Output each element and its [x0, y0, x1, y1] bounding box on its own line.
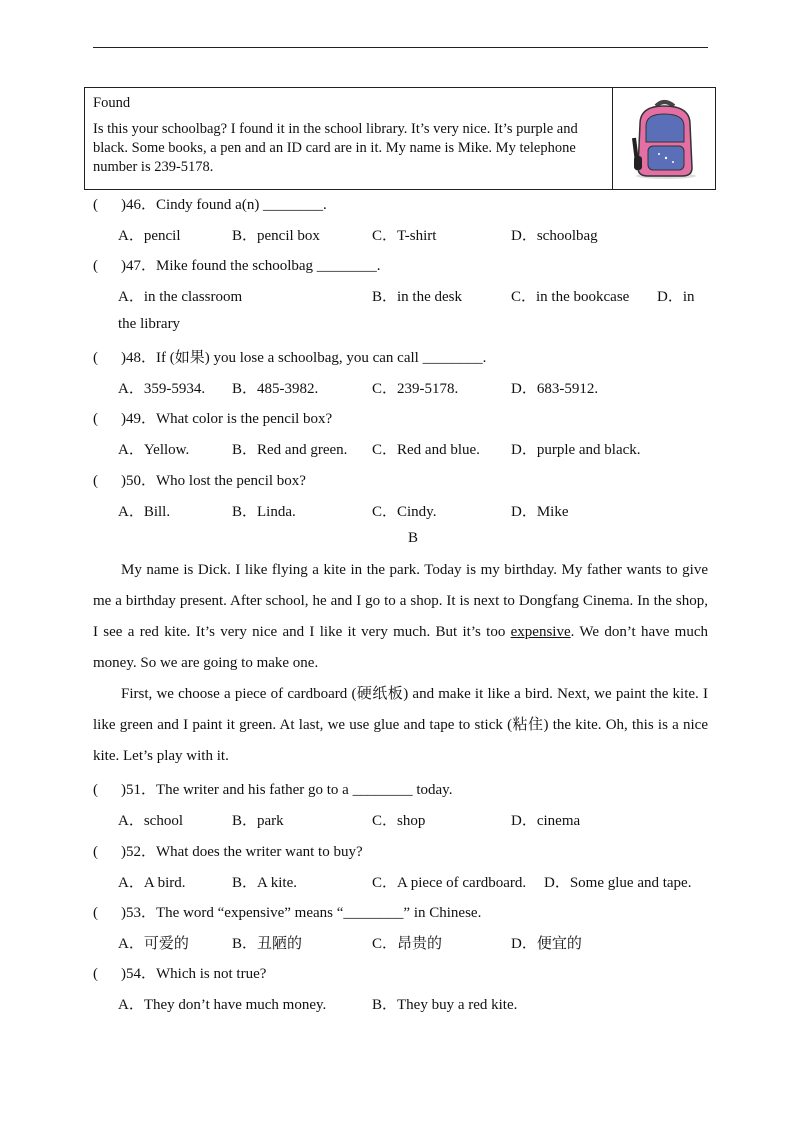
- schoolbag-icon: [626, 98, 704, 180]
- question-53: [93, 901, 481, 922]
- found-notice-box: [84, 87, 716, 190]
- question-text: )46．Cindy found a(n) ________.: [121, 197, 327, 213]
- option-b: B．A kite.: [232, 875, 298, 891]
- underlined-word: expensive: [510, 624, 571, 640]
- option-d-continued: the library: [118, 316, 181, 332]
- question-46: [93, 193, 327, 214]
- option-d: D．便宜的: [511, 936, 582, 952]
- notice-text-cell: [85, 88, 613, 189]
- option-a: A．A bird.: [118, 875, 186, 891]
- option-d: D．683-5912.: [511, 381, 599, 397]
- option-d: D．purple and black.: [511, 442, 641, 458]
- notice-image-cell: [614, 88, 715, 189]
- notice-body: Is this your schoolbag? I found it in the school library. It’s very nice. It’s purple and black. Some books, a pen and an ID card are in it. My name is Mike. My telephone number is 239-5178.: [93, 121, 578, 175]
- option-c: C．Cindy.: [372, 504, 437, 520]
- option-a: A．in the classroom: [118, 289, 243, 305]
- question-text: )47．Mike found the schoolbag ________.: [121, 258, 381, 274]
- option-b: B．pencil box: [232, 228, 320, 244]
- option-c: C．in the bookcase: [511, 289, 630, 305]
- option-d: D．cinema: [511, 813, 581, 829]
- passage-text: My name is Dick. I like flying a kite in the park. Today is my birthday. My father wants to give me a birthday present. After school, he and I go to a shop. It is next to Dongfang Cinema. In the shop, I see a red kite. It’s very nice and I like it very much. But it’s too: [93, 562, 708, 640]
- option-a: A．Bill.: [118, 504, 171, 520]
- answer-bracket[interactable]: (: [93, 905, 98, 921]
- question-text: )50．Who lost the pencil box?: [121, 473, 306, 489]
- question-text: )51．The writer and his father go to a ________ today.: [121, 782, 453, 798]
- answer-bracket[interactable]: (: [93, 258, 98, 274]
- answer-bracket[interactable]: (: [93, 197, 98, 213]
- option-a: A．school: [118, 813, 183, 829]
- question-text: )52．What does the writer want to buy?: [121, 844, 363, 860]
- option-b: B．They buy a red kite.: [372, 997, 518, 1013]
- passage-paragraph-1: [93, 555, 708, 679]
- option-a: A．pencil: [118, 228, 181, 244]
- question-48: [93, 346, 486, 367]
- option-a: A．Yellow.: [118, 442, 190, 458]
- option-b: B．Red and green.: [232, 442, 348, 458]
- option-c: C．239-5178.: [372, 381, 459, 397]
- option-d: D．schoolbag: [511, 228, 598, 244]
- notice-title: Found: [93, 95, 131, 111]
- option-b: B．in the desk: [372, 289, 462, 305]
- passage-text: . We don’t have much money. So we are going to make one.: [93, 624, 708, 671]
- option-d: D．Mike: [511, 504, 569, 520]
- option-a: A．359-5934.: [118, 381, 206, 397]
- option-b: B．Linda.: [232, 504, 296, 520]
- passage-text: First, we choose a piece of cardboard (硬纸板) and make it like a bird. Next, we paint the kite. I like green and I paint it green. At last, we use glue and tape to stick (粘住) the kite. Oh, this is a nice kite. Let’s play with it.: [93, 686, 708, 764]
- question-54: [93, 962, 266, 983]
- option-b: B．park: [232, 813, 284, 829]
- option-c: C．A piece of cardboard.: [372, 875, 527, 891]
- question-50: [93, 469, 306, 490]
- section-b-heading: B: [407, 530, 418, 546]
- option-a: A．They don’t have much money.: [118, 997, 327, 1013]
- option-c: C．T-shirt: [372, 228, 437, 244]
- option-b: B．丑陋的: [232, 936, 303, 952]
- answer-bracket[interactable]: (: [93, 350, 98, 366]
- option-d: D．in: [657, 289, 695, 305]
- question-51: [93, 778, 452, 799]
- option-c: C．昂贵的: [372, 936, 443, 952]
- question-text: )54．Which is not true?: [121, 966, 267, 982]
- option-c: C．shop: [372, 813, 426, 829]
- option-b: B．485-3982.: [232, 381, 319, 397]
- question-text: )49．What color is the pencil box?: [121, 411, 333, 427]
- passage-paragraph-2: [93, 679, 708, 772]
- option-a: A．可爱的: [118, 936, 189, 952]
- option-d: D．Some glue and tape.: [544, 875, 692, 891]
- option-c: C．Red and blue.: [372, 442, 480, 458]
- answer-bracket[interactable]: (: [93, 782, 98, 798]
- answer-bracket[interactable]: (: [93, 473, 98, 489]
- answer-bracket[interactable]: (: [93, 844, 98, 860]
- answer-bracket[interactable]: (: [93, 966, 98, 982]
- header-rule: [93, 47, 708, 48]
- answer-bracket[interactable]: (: [93, 411, 98, 427]
- question-text: )53．The word “expensive” means “________” in Chinese.: [121, 905, 482, 921]
- question-text: )48．If (如果) you lose a schoolbag, you can call ________.: [121, 350, 487, 366]
- question-49: [93, 407, 332, 428]
- question-52: [93, 840, 363, 861]
- question-47: [93, 254, 381, 275]
